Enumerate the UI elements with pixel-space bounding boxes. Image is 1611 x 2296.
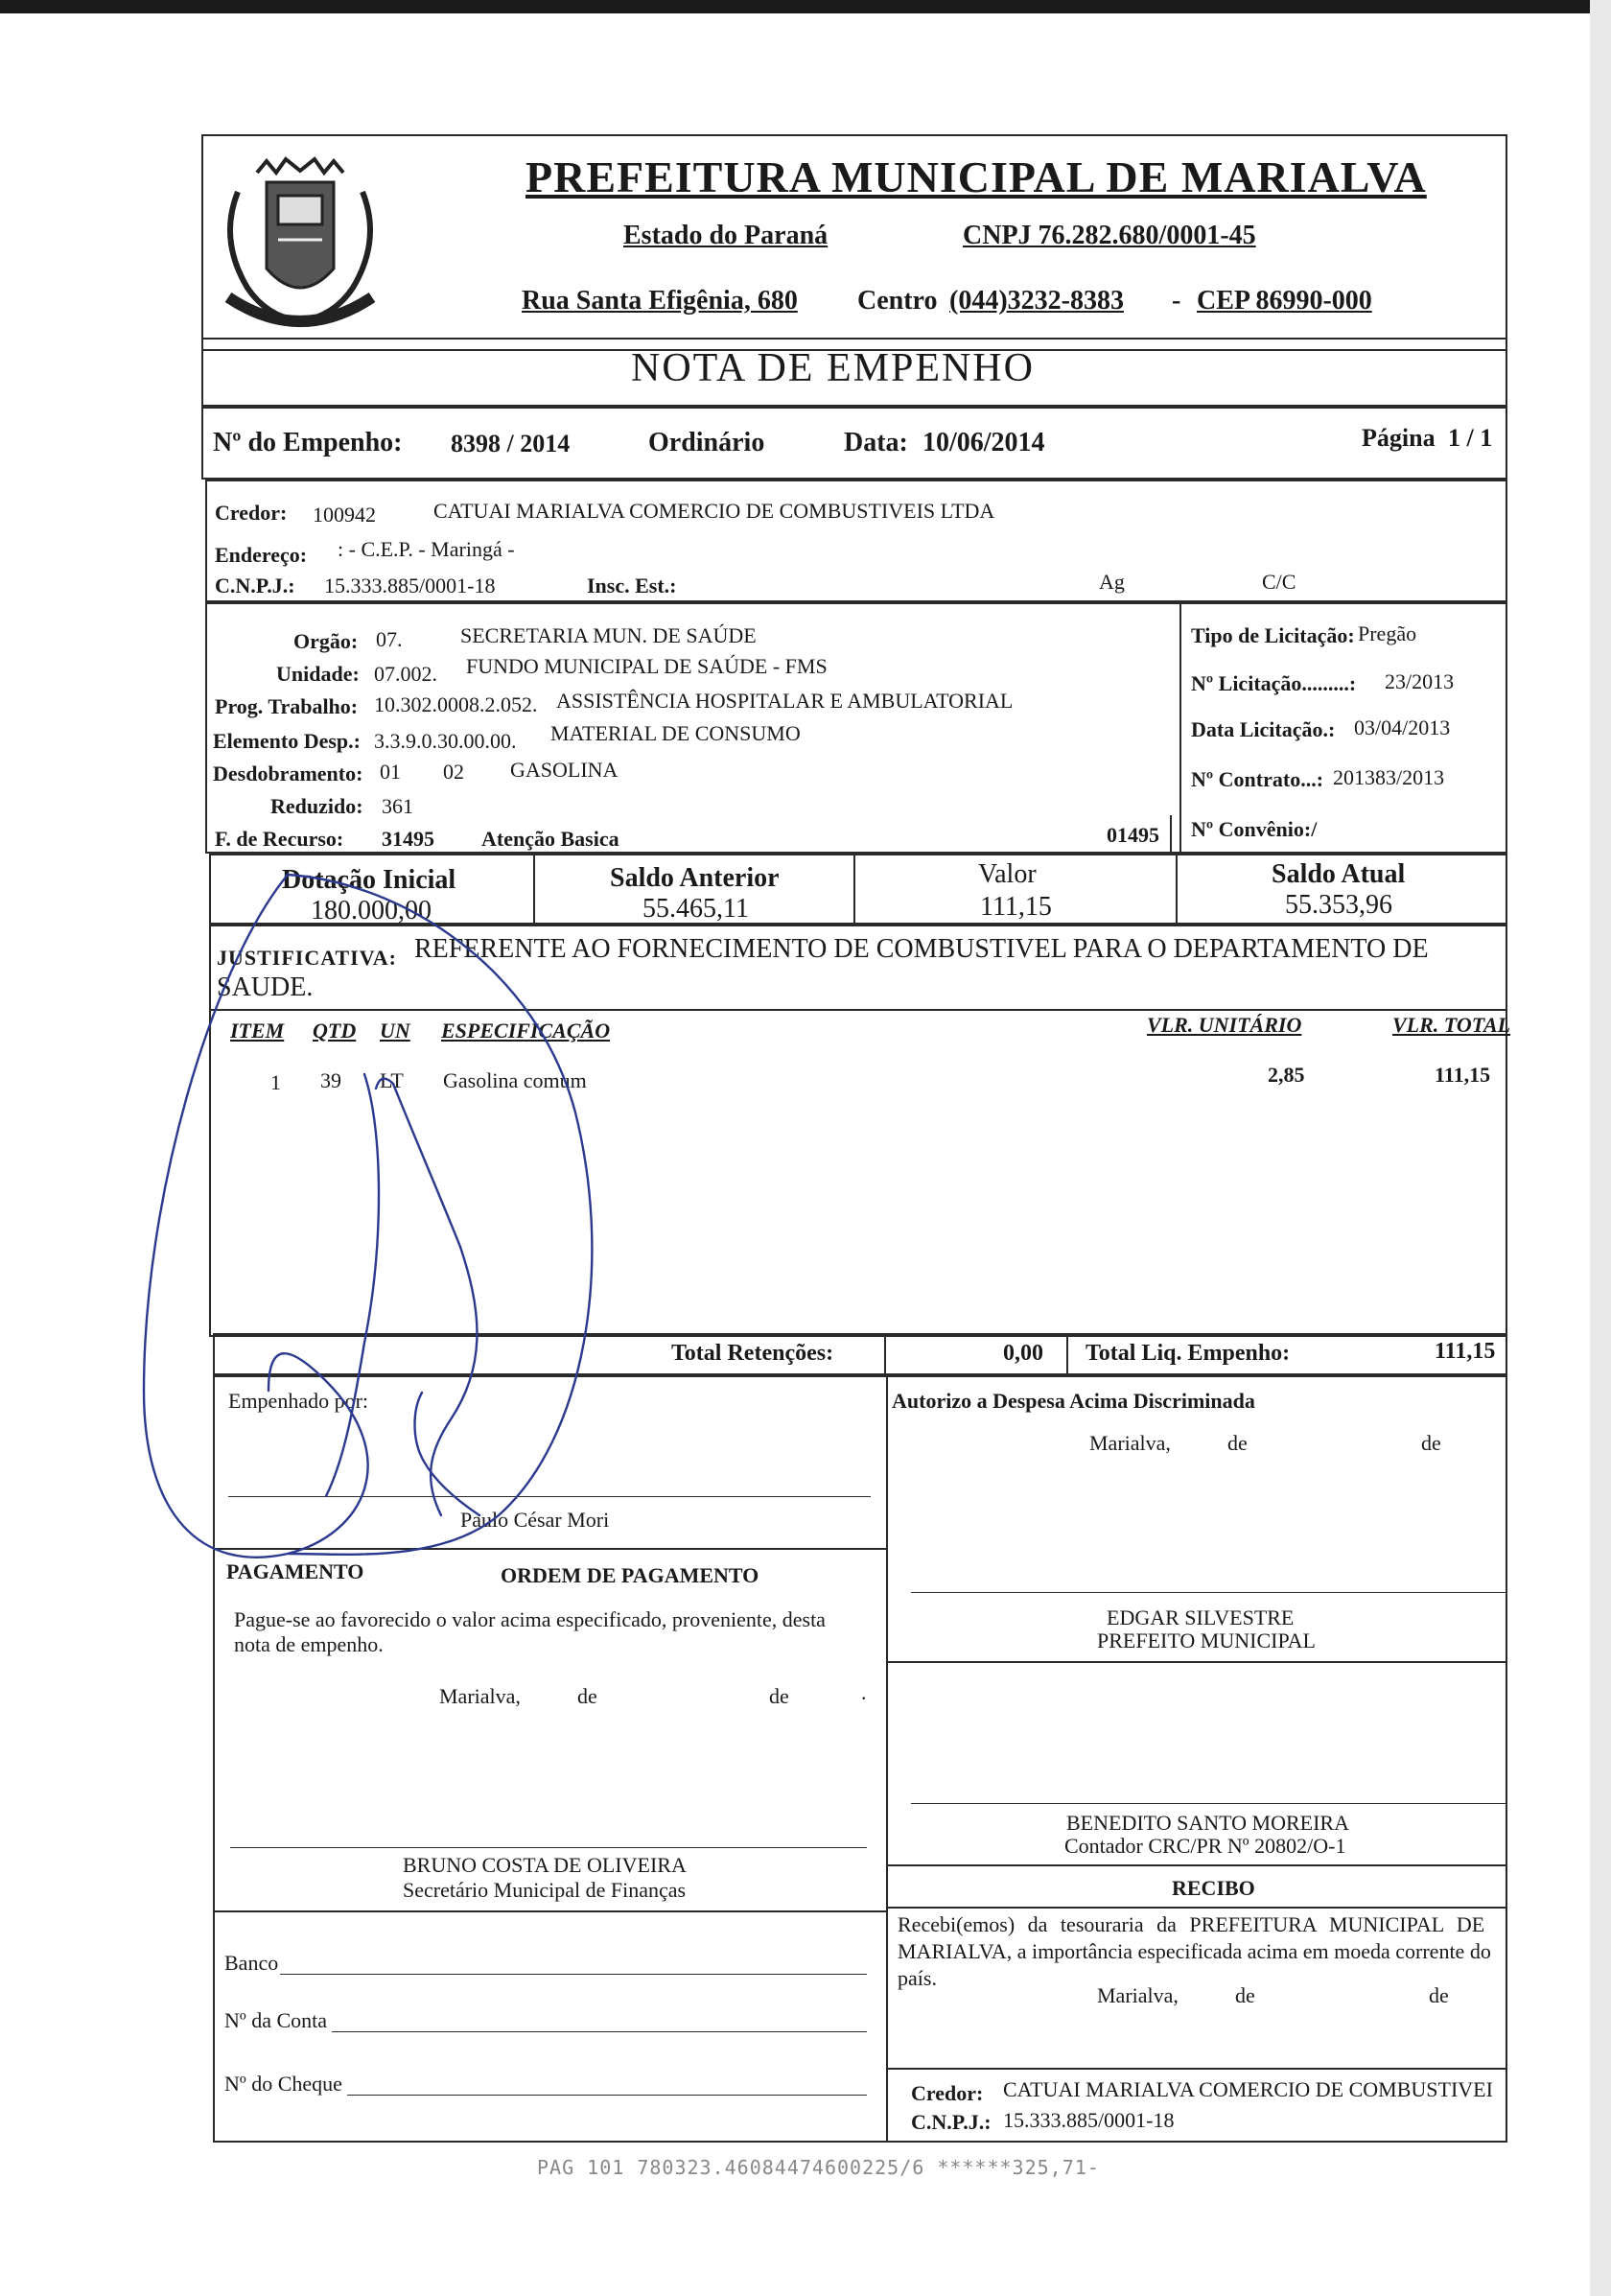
autorizo-de-2: de [1421, 1431, 1441, 1455]
prog-name: ASSISTÊNCIA HOSPITALAR E AMBULATORIAL [556, 689, 1014, 713]
licitacao-date: 03/04/2013 [1354, 715, 1451, 739]
date-label: Data: [844, 428, 908, 457]
justificativa-text-2: SAUDE. [217, 972, 314, 1002]
pagamento-place: Marialva, [439, 1684, 521, 1708]
totals-row [213, 1333, 1507, 1375]
district: Centro [857, 286, 938, 316]
recibo-credor-label: Credor: [911, 2081, 984, 2105]
saldo-anterior-value: 55.465,11 [642, 894, 749, 924]
saldo-anterior-label: Saldo Anterior [610, 863, 780, 893]
city-cnpj: CNPJ 76.282.680/0001-45 [963, 221, 1256, 250]
items-box [209, 925, 1507, 1337]
col-item: ITEM [230, 1019, 285, 1043]
credor-label: Credor: [215, 501, 288, 525]
balance-divider-1 [533, 854, 535, 925]
convenio-label: Nº Convênio:/ [1191, 817, 1318, 841]
credor-code: 100942 [313, 503, 376, 527]
credor-address: : - C.E.P. - Maringá - [338, 537, 515, 561]
recurso-name: Atenção Basica [481, 827, 619, 851]
contrato-label: Nº Contrato...: [1191, 767, 1324, 791]
recurso-divider [1170, 815, 1172, 854]
pagamento-top-divider [213, 1548, 886, 1550]
elemento-name: MATERIAL DE CONSUMO [550, 721, 801, 745]
row-unit-price: 2,85 [1268, 1063, 1305, 1087]
saldo-atual-label: Saldo Atual [1272, 859, 1406, 889]
licitacao-type-label: Tipo de Licitação: [1191, 623, 1355, 647]
empenhado-label: Empenhado por: [228, 1389, 369, 1413]
city-hall-title: PREFEITURA MUNICIPAL DE MARIALVA [525, 152, 1427, 201]
insc-est-label: Insc. Est.: [587, 574, 677, 597]
ordem-pagamento-label: ORDEM DE PAGAMENTO [501, 1563, 759, 1587]
bank-authentication-stamp: PAG 101 780323.46084474600225/6 ******325,71- [537, 2156, 1100, 2179]
recibo-text-3: país. [898, 1966, 937, 1990]
recibo-label-divider [886, 1907, 1507, 1909]
pagamento-dot: . [861, 1680, 867, 1704]
credor-cnpj: 15.333.885/0001-18 [324, 574, 496, 597]
desdobramento-label: Desdobramento: [213, 761, 363, 785]
prefeito-bottom-divider [886, 1661, 1507, 1663]
empenhado-name: Paulo César Mori [460, 1508, 610, 1532]
orgao-label: Orgão: [293, 629, 359, 653]
unidade-name: FUNDO MUNICIPAL DE SAÚDE - FMS [466, 654, 828, 678]
ag-label: Ag [1099, 570, 1125, 594]
scan-top-edge [0, 0, 1611, 13]
desdobramento-name: GASOLINA [510, 758, 619, 782]
recibo-text-1: Recebi(emos) da tesouraria da PREFEITURA MUNICIPAL DE [898, 1912, 1485, 1936]
reduzido-value: 361 [382, 794, 413, 818]
valor-label: Valor [978, 859, 1037, 889]
page-number: 1 / 1 [1448, 424, 1493, 452]
banco-field[interactable] [280, 1974, 867, 1975]
justificativa-label: JUSTIFICATIVA: [217, 946, 398, 970]
empenho-type: Ordinário [648, 428, 765, 457]
separator-dash: - [1172, 286, 1181, 316]
cc-label: C/C [1262, 570, 1296, 594]
balance-divider-2 [853, 854, 855, 925]
liq-empenho-value: 111,15 [1435, 1339, 1496, 1364]
prefeito-name: EDGAR SILVESTRE [1107, 1605, 1295, 1629]
coat-of-arms-icon [199, 153, 401, 336]
prog-label: Prog. Trabalho: [215, 694, 359, 718]
desdobramento-a: 01 [380, 760, 401, 784]
contador-name: BENEDITO SANTO MOREIRA [1066, 1811, 1349, 1835]
liq-empenho-label: Total Liq. Empenho: [1086, 1341, 1291, 1366]
conta-label: Nº da Conta [224, 2008, 328, 2032]
col-qtd: QTD [313, 1019, 357, 1043]
licitacao-number: 23/2013 [1385, 669, 1455, 693]
recibo-text-2: MARIALVA, a importância especificada acima em moeda corrente do [898, 1939, 1491, 1963]
totals-divider-1 [884, 1333, 886, 1375]
pagamento-text-1: Pague-se ao favorecido o valor acima especificado, proveniente, desta [234, 1607, 826, 1631]
recibo-bottom-divider [886, 2068, 1507, 2070]
cnpj-label: C.N.P.J.: [215, 574, 295, 597]
valor-value: 111,15 [980, 892, 1052, 922]
elemento-code: 3.3.9.0.30.00.00. [374, 729, 517, 753]
street-address: Rua Santa Efigênia, 680 [522, 286, 798, 316]
recibo-cnpj-label: C.N.P.J.: [911, 2110, 992, 2134]
empenho-date: 10/06/2014 [922, 428, 1045, 457]
row-spec: Gasolina comum [443, 1068, 587, 1092]
banco-top-divider [213, 1910, 886, 1912]
page-label: Página [1362, 424, 1436, 452]
financas-signature-line [230, 1847, 867, 1848]
row-total-price: 111,15 [1435, 1063, 1491, 1087]
unidade-code: 07.002. [374, 662, 437, 686]
lower-divider [886, 1375, 888, 2143]
licitacao-number-label: Nº Licitação.........: [1191, 671, 1357, 695]
elemento-label: Elemento Desp.: [213, 729, 361, 753]
orgao-name: SECRETARIA MUN. DE SAÚDE [460, 623, 757, 647]
recibo-top-divider [886, 1864, 1507, 1866]
contador-role: Contador CRC/PR Nº 20802/O-1 [1064, 1834, 1346, 1858]
pagamento-label: PAGAMENTO [226, 1559, 364, 1583]
dotacao-label: Dotação Inicial [282, 865, 456, 895]
justificativa-text-1: REFERENTE AO FORNECIMENTO DE COMBUSTIVEL PARA O DEPARTAMENTO DE [414, 934, 1429, 964]
reduzido-label: Reduzido: [270, 794, 363, 818]
recibo-de-1: de [1235, 1983, 1255, 2007]
empenhado-signature-line [228, 1496, 871, 1497]
retencoes-value: 0,00 [1003, 1341, 1043, 1366]
recurso-extra: 01495 [1107, 823, 1159, 847]
licitacao-date-label: Data Licitação.: [1191, 717, 1336, 741]
recibo-de-2: de [1429, 1983, 1449, 2007]
col-un: UN [380, 1019, 410, 1043]
phone-number: (044)3232-8383 [949, 286, 1124, 316]
licitacao-type: Pregão [1358, 621, 1417, 645]
financas-signer: BRUNO COSTA DE OLIVEIRA [403, 1853, 687, 1877]
banco-label: Banco [224, 1951, 279, 1975]
autorizo-label: Autorizo a Despesa Acima Discriminada [892, 1389, 1255, 1413]
prefeito-signature-line [911, 1592, 1507, 1593]
prefeito-role: PREFEITO MUNICIPAL [1097, 1628, 1316, 1652]
col-spec: ESPECIFICAÇÃO [441, 1019, 611, 1043]
pagamento-de-1: de [577, 1684, 597, 1708]
recurso-label: F. de Recurso: [215, 827, 344, 851]
col-total-price: VLR. TOTAL [1392, 1013, 1511, 1037]
orgao-code: 07. [376, 627, 403, 651]
pagamento-de-2: de [769, 1684, 789, 1708]
recibo-label: RECIBO [1172, 1876, 1255, 1900]
empenho-number: 8398 / 2014 [451, 430, 571, 457]
pagamento-text-2: nota de empenho. [234, 1632, 384, 1656]
recibo-place: Marialva, [1097, 1983, 1179, 2007]
empenho-label: Nº do Empenho: [213, 428, 403, 457]
cheque-label: Nº do Cheque [224, 2072, 342, 2096]
cheque-field[interactable] [347, 2095, 867, 2096]
row-item: 1 [270, 1070, 281, 1094]
desdobramento-b: 02 [443, 760, 464, 784]
postal-code: CEP 86990-000 [1197, 286, 1372, 316]
unidade-label: Unidade: [276, 662, 360, 686]
conta-field[interactable] [332, 2031, 867, 2032]
autorizo-place: Marialva, [1089, 1431, 1171, 1455]
balance-divider-3 [1176, 854, 1178, 925]
financas-role: Secretário Municipal de Finanças [403, 1878, 687, 1902]
state-name: Estado do Paraná [623, 221, 829, 250]
contrato-number: 201383/2013 [1333, 765, 1445, 789]
autorizo-de-1: de [1227, 1431, 1248, 1455]
saldo-atual-value: 55.353,96 [1285, 890, 1392, 920]
recurso-code: 31495 [382, 827, 434, 851]
dotacao-value: 180.000,00 [311, 896, 432, 925]
scan-right-edge [1590, 0, 1611, 2296]
credor-name: CATUAI MARIALVA COMERCIO DE COMBUSTIVEIS LTDA [433, 499, 995, 523]
recibo-cnpj: 15.333.885/0001-18 [1003, 2108, 1175, 2132]
totals-divider-2 [1066, 1333, 1068, 1375]
retencoes-label: Total Retenções: [671, 1341, 834, 1366]
items-header-divider [209, 1009, 1507, 1011]
row-qtd: 39 [320, 1068, 341, 1092]
document-title: NOTA DE EMPENHO [631, 346, 1035, 390]
lower-section [213, 1375, 1507, 2143]
address-label: Endereço: [215, 543, 308, 567]
budget-divider [1179, 602, 1181, 854]
recibo-credor: CATUAI MARIALVA COMERCIO DE COMBUSTIVEI [1003, 2077, 1493, 2101]
prog-code: 10.302.0008.2.052. [374, 692, 538, 716]
col-unit-price: VLR. UNITÁRIO [1147, 1013, 1302, 1037]
contador-signature-line [911, 1803, 1507, 1804]
row-un: LT [380, 1068, 404, 1092]
